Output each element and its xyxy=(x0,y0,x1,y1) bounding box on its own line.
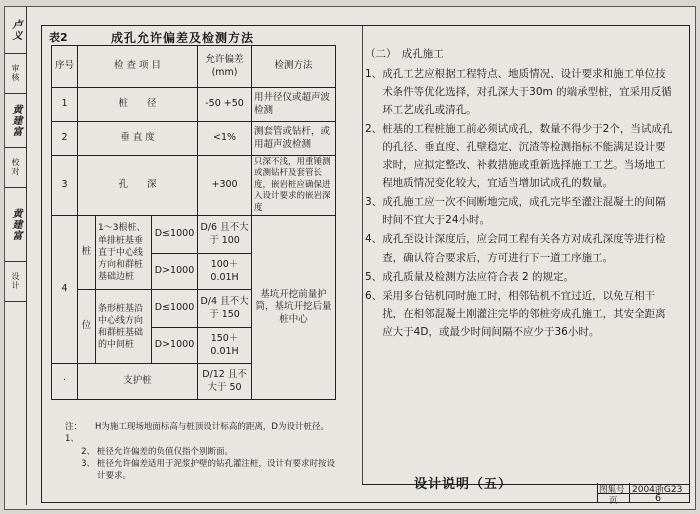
table-title: 成孔允许偏差及检测方法 xyxy=(111,31,255,45)
item-text: 成孔施工应一次不间断地完成，成孔完毕至灌注混凝土的间隔时间不宜大于24小时。 xyxy=(382,196,666,227)
sidebar-label-review: 审核 xyxy=(5,53,26,94)
section-item xyxy=(365,120,675,192)
item-number: 1、 xyxy=(365,68,383,81)
row-method: 只深不浅，用重锤测或测钻杆及套管长度，嵌岩桩应确保进入设计要求的嵌岩深度 xyxy=(252,156,336,216)
tolerance-table xyxy=(51,45,336,400)
row-method: 测套管或钻杆，或用超声波检测 xyxy=(252,122,336,156)
table-number: 表2 xyxy=(49,31,68,44)
construction-section xyxy=(365,45,675,341)
item-text: 成孔质量及检测方法应符合表 2 的规定。 xyxy=(382,270,575,283)
atlas-label: 图集号 xyxy=(599,485,625,495)
group2-label: 条形桩基沿中心线方向和群桩基础的中间桩 xyxy=(96,290,152,364)
note-label: 注：1、 xyxy=(65,422,83,445)
group1-label: 1～3根桩、单排桩基垂直于中心线方向和群桩基础边桩 xyxy=(96,216,152,290)
table-row xyxy=(52,156,336,216)
row-tolerance: +300 xyxy=(198,156,252,216)
table-header-row xyxy=(52,46,336,88)
header-method: 检测方法 xyxy=(252,46,336,88)
support-value: D/12 且不大于 50 xyxy=(198,364,252,400)
item-text: 桩基的工程桩施工前必须试成孔，数量不得少于2个，当试成孔的孔径、垂直度、孔壁稳定、沉渣等检测指标不能满足设计要求时，应拟定整改、补救措施或重新选择施工工艺。当场地工程地质情况变化较大，宜适当增加试成孔的数量。 xyxy=(382,123,673,190)
section-heading: （二） 成孔施工 xyxy=(365,48,444,60)
cond-le: D≤1000 xyxy=(152,216,198,254)
item-number: 4、 xyxy=(365,233,383,246)
signature-2: 黄建富 xyxy=(5,93,26,148)
row-item: 垂 直 度 xyxy=(78,122,198,156)
item-text: 成孔至设计深度后，应会同工程有关各方对成孔深度等进行检查，确认符合要求后，方可进行下一道工序施工。 xyxy=(382,233,666,264)
row-seq: 3 xyxy=(52,156,78,216)
row-seq: 2 xyxy=(52,122,78,156)
note-item xyxy=(65,458,335,483)
column-divider xyxy=(362,26,363,484)
item-number: 2、 xyxy=(365,123,383,136)
section-item xyxy=(365,230,675,266)
row-seq: 1 xyxy=(52,88,78,122)
section-item xyxy=(365,193,675,229)
note-item xyxy=(65,446,335,458)
sidebar-label-proofread: 校对 xyxy=(5,147,26,188)
signature-3: 黄建富 xyxy=(5,187,26,262)
item-text: 采用多台钻机同时施工时，相邻钻机不宜过近，以免互相干扰，在相邻混凝土刚灌注完毕的邻桩旁成孔施工，其安全距离应大于4D，或最少时间间隔不应少于36小时。 xyxy=(382,289,666,338)
item-number: 5、 xyxy=(365,270,383,283)
g2-gt-value: 150＋0.01H xyxy=(198,328,252,364)
item-number: 6、 xyxy=(365,289,383,302)
table-row xyxy=(52,122,336,156)
note-text: 桩径允许偏差的负值仅指个别断面。 xyxy=(97,446,234,457)
row-tolerance: -50 +50 xyxy=(198,88,252,122)
note-item xyxy=(65,421,335,446)
header-item: 检 查 项 目 xyxy=(78,46,198,88)
item-number: 3、 xyxy=(365,196,383,209)
table-notes xyxy=(65,421,335,483)
note-text: 桩径允许偏差适用于泥浆护壁的钻孔灌注桩，设计有要求时按设计要求。 xyxy=(97,458,336,482)
cond-le: D≤1000 xyxy=(152,290,198,328)
sidebar-label-design: 设计 xyxy=(5,261,26,302)
row-seq: 4 xyxy=(52,216,78,364)
table-row xyxy=(52,88,336,122)
sheet-title: 设计说明（五） xyxy=(413,477,512,492)
note-label: 3、 xyxy=(81,458,95,469)
row-item: 孔 深 xyxy=(78,156,198,216)
drawing-sheet xyxy=(4,6,696,510)
note-label: 2、 xyxy=(81,446,95,457)
g1-gt-value: 100＋0.01H xyxy=(198,254,252,290)
row-tolerance: <1% xyxy=(198,122,252,156)
row-seq: · xyxy=(52,364,78,400)
position-label: 位 xyxy=(78,290,96,364)
section-item xyxy=(365,65,675,119)
row-item: 桩 径 xyxy=(78,88,198,122)
item-text: 成孔工艺应根据工程特点、地质情况、设计要求和施工单位技术条件等优化选择，对孔深大于30m 的端承型桩，宜采用反循环工艺成孔或清孔。 xyxy=(382,68,672,117)
section-item xyxy=(365,268,675,286)
section-item xyxy=(365,287,675,341)
row4-method: 基坑开挖前量护筒，基坑开挖后量桩中心 xyxy=(252,216,336,400)
row-method: 用井径仪或超声波检测 xyxy=(252,88,336,122)
pile-label: 桩 xyxy=(78,216,96,290)
cond-gt: D>1000 xyxy=(152,328,198,364)
page-number: 6 xyxy=(655,493,662,504)
g2-le-value: D/4 且不大于 150 xyxy=(198,290,252,328)
atlas-value: 2004浙G23 xyxy=(632,485,683,495)
note-text: H为施工现场地面标高与桩顶设计标高的距离，D为设计桩径。 xyxy=(95,422,329,432)
table-row xyxy=(52,216,336,254)
cond-gt: D>1000 xyxy=(152,254,198,290)
header-seq: 序号 xyxy=(52,46,78,88)
signature-strip xyxy=(5,7,27,505)
g1-le-value: D/6 且不大于 100 xyxy=(198,216,252,254)
support-label: 支护桩 xyxy=(78,364,198,400)
page-label: 页 xyxy=(609,496,618,506)
signature-1: 卢义 xyxy=(5,7,26,54)
header-tolerance: 允许偏差 (mm) xyxy=(198,46,252,88)
